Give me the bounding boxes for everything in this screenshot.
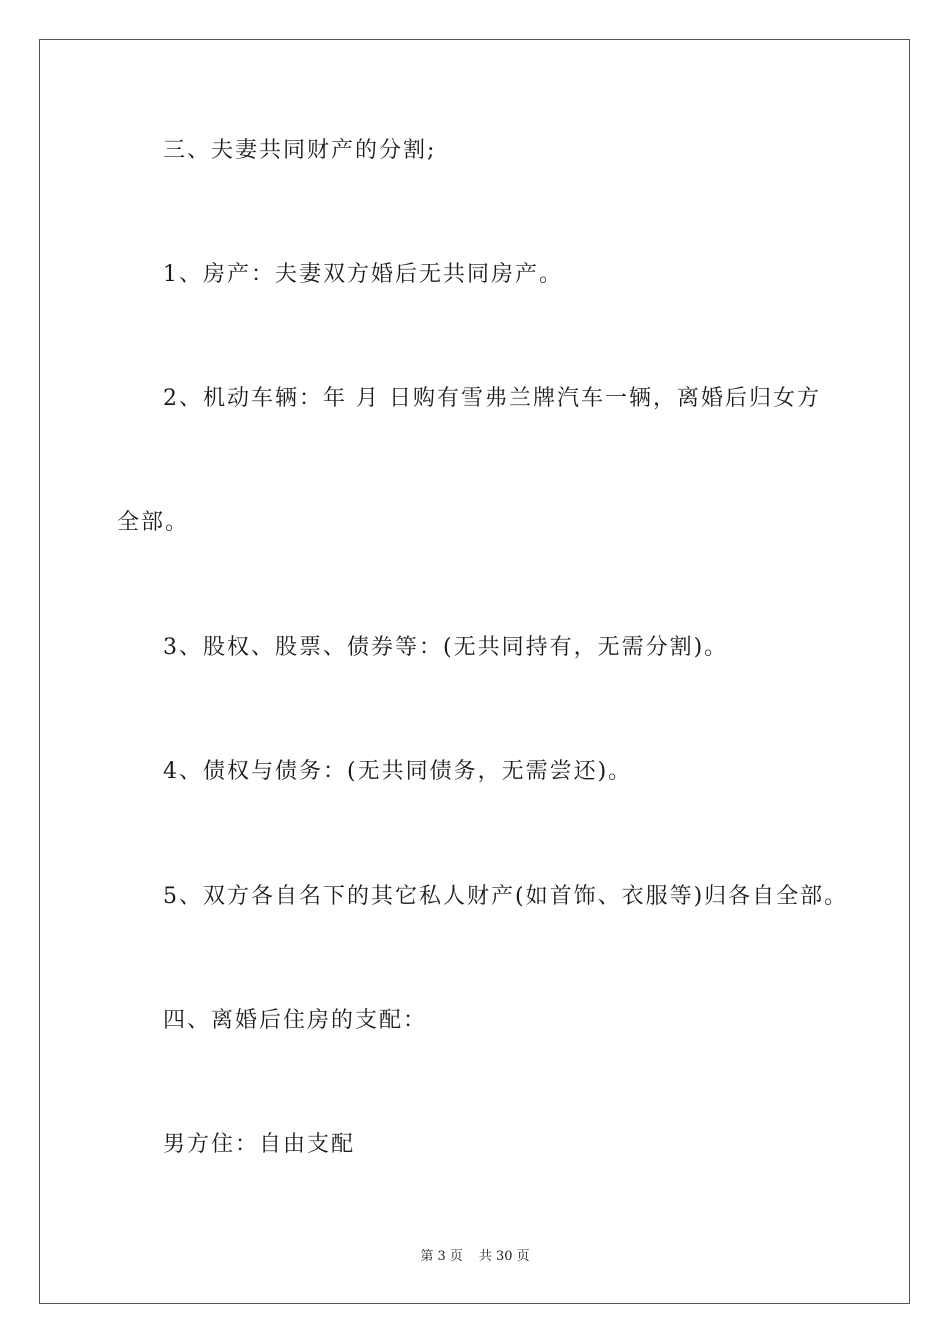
paragraph-real-estate: 1、房产：夫妻双方婚后无共同房产。 — [163, 262, 563, 287]
page-total: 共 30 页 — [478, 1249, 530, 1264]
page-border — [39, 39, 910, 1304]
page-number: 第 3 页 — [420, 1249, 463, 1264]
paragraph-debts: 4、债权与债务：(无共同债务，无需尝还)。 — [163, 759, 633, 784]
section-heading-property-division: 三、夫妻共同财产的分割; — [163, 138, 437, 163]
paragraph-vehicle: 2、机动车辆：年 月 日购有雪弗兰牌汽车一辆，离婚后归女方 — [163, 386, 821, 411]
paragraph-vehicle-continued: 全部。 — [117, 510, 190, 535]
paragraph-personal-property: 5、双方各自名下的其它私人财产(如首饰、衣服等)归各自全部。 — [163, 884, 849, 909]
section-heading-housing: 四、离婚后住房的支配： — [163, 1008, 428, 1033]
paragraph-male-residence: 男方住：自由支配 — [163, 1132, 356, 1157]
paragraph-equity: 3、股权、股票、债券等：(无共同持有，无需分割)。 — [163, 635, 729, 660]
page-footer — [0, 1248, 950, 1266]
